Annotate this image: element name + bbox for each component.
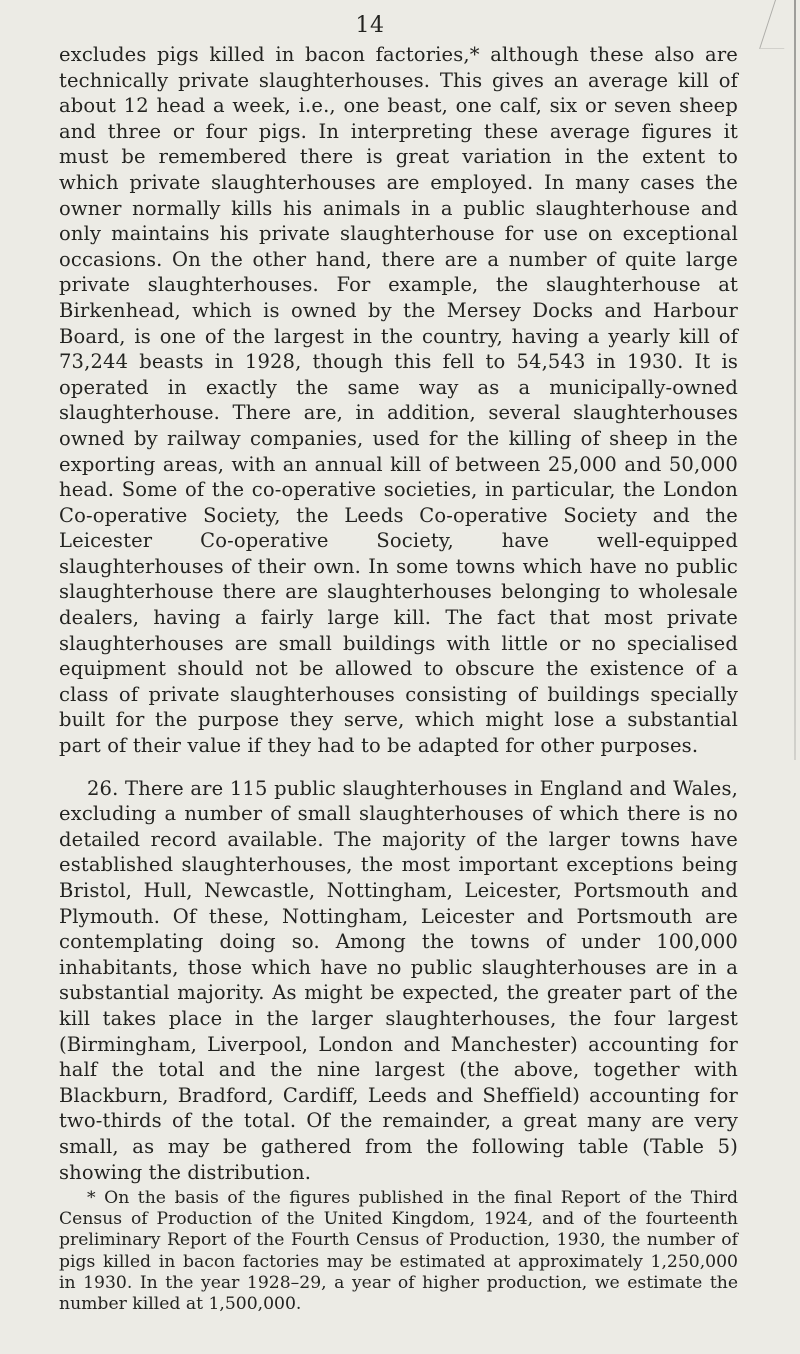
body-text (59, 42, 738, 1185)
footnote (59, 1188, 738, 1315)
page-number: 14 (355, 13, 385, 38)
paragraph-spacer (59, 759, 738, 776)
page-edge-shadow (794, 0, 796, 760)
paragraph-continuation: excludes pigs killed in bacon factories,* although these also are technically private slaughterhouses. This gives an average kill of about 12 head a week, i.e., one beast, one calf, six or seven sheep and three or four pigs. In interpreting these average figures it must be remembered there is great variation in the extent to which private slaughterhouses are employed. In many cases the owner normally kills his animals in a public slaughterhouse and only maintains his private slaughterhouse for use on exceptional occasions. On the other hand, there are a number of quite large private slaughterhouses. For example, the slaughterhouse at Birkenhead, which is owned by the Mersey Docks and Harbour Board, is one of the largest in the country, having a yearly kill of 73,244 beasts in 1928, though this fell to 54,543 in 1930. It is operated in exactly the same way as a municipally-owned slaughterhouse. There are, in addition, several slaughterhouses owned by railway companies, used for the killing of sheep in the exporting areas, with an annual kill of between 25,000 and 50,000 head. Some of the co-operative societies, in particular, the London Co-operative Society, the Leeds Co-operative Society and the Leicester Co-operative Society, have well-equipped slaughterhouses of their own. In some towns which have no public slaughterhouse there are slaughterhouses belonging to wholesale dealers, having a fairly large kill. The fact that most private slaughterhouses are small buildings with little or no specialised equipment should not be allowed to obscure the existence of a class of private slaughterhouses consisting of buildings specially built for the purpose they serve, which might lose a substantial part of their value if they had to be adapted for other purposes. (59, 43, 738, 758)
paragraph-26: 26. There are 115 public slaughterhouses in England and Wales, excluding a number of small slaughterhouses of which there is no detailed record available. The majority of the larger towns have established slaughterhouses, the most important exceptions being Bristol, Hull, Newcastle, Nottingham, Leicester, Portsmouth and Plymouth. Of these, Nottingham, Leicester and Portsmouth are contemplating doing so. Among the towns of under 100,000 inhabitants, those which have no public slaughterhouses are in a substantial majority. As might be expected, the greater part of the kill takes place in the larger slaughterhouses, the four largest (Birmingham, Liverpool, London and Manchester) accounting for half the total and the nine largest (the above, together with Blackburn, Bradford, Cardiff, Leeds and Sheffield) accounting for two-thirds of the total. Of the remainder, a great many are very small, as may be gathered from the following table (Table 5) showing the distribution. (59, 776, 738, 1184)
footnote-marker: * (87, 1188, 105, 1208)
footnote-text: On the basis of the figures published in the final Report of the Third Census of Production of the United Kingdom, 1924, and of the fourteenth preliminary Report of the Fourth Census of Production, 1930, the number of pigs killed in bacon factories may be estimated at approximately 1,250,000 in 1930. In the year 1928–29, a year of higher production, we estimate the number killed at 1,500,000. (59, 1188, 739, 1315)
